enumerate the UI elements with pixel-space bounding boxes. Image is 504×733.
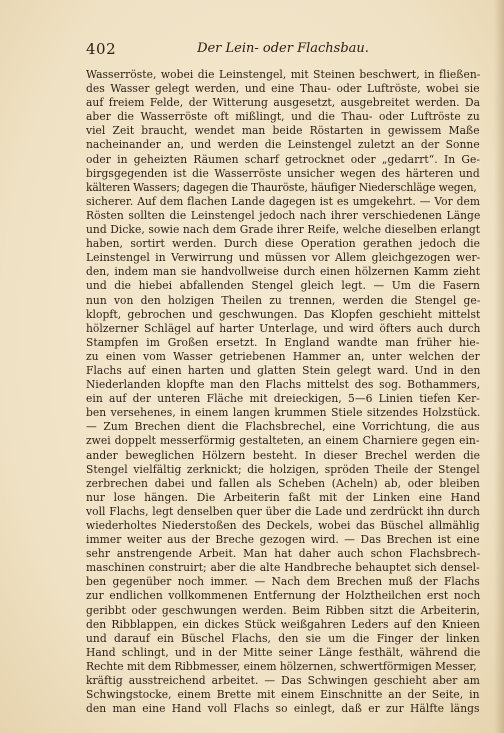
text-line: den Ribblappen, ein dickes Stück weißgahren Leders auf den Knieen — [86, 617, 480, 631]
text-line: des Wasser gelegt werden, und eine Thau- oder Luftröste, wobei sie — [86, 82, 480, 96]
text-line: haben, sortirt werden. Durch diese Operation gerathen jedoch die — [86, 237, 480, 251]
text-line: aber die Wasserröste oft mißlingt, und die Thau- oder Luftröste zu — [86, 110, 480, 124]
body-paragraph — [86, 68, 480, 716]
text-line: Wasserröste, wobei die Leinstengel, mit Steinen beschwert, in fließen- — [86, 68, 480, 81]
text-line: kräftig ausstreichend arbeitet. — Das Schwingen geschieht aber am — [86, 674, 480, 688]
text-line: viel Zeit braucht, wendet man beide Röstarten in gewissem Maße — [86, 124, 480, 138]
text-line: ben gegenüber noch immer. — Nach dem Brechen muß der Flachs — [86, 575, 480, 589]
text-line: Stengel vielfältig zerknickt; die holzigen, spröden Theile der Stengel — [86, 462, 480, 476]
text-line: klopft, gebrochen und geschwungen. Das Klopfen geschieht mittelst — [86, 307, 480, 321]
text-line: Schwingstocke, einem Brette mit einem Einschnitte an der Seite, in — [86, 688, 480, 702]
text-line: sicherer. Auf dem flachen Lande dagegen ist es umgekehrt. — Vor dem — [86, 194, 480, 208]
text-line: wiederholtes Niederstoßen des Deckels, wobei das Büschel allmählig — [86, 519, 480, 532]
text-line: zur endlichen vollkommenen Entfernung der Holztheilchen erst noch — [86, 589, 480, 603]
running-title: Der Lein- oder Flachsbau. — [197, 41, 369, 56]
text-line: kälteren Wassers; dagegen die Thauröste, häufiger Niederschläge wegen, — [86, 180, 477, 194]
text-line: birgsgegenden ist die Wasserröste unsicher wegen des härteren und — [86, 166, 480, 180]
text-line: und die hiebei abfallenden Stengel gleich legt. — Um die Fasern — [86, 279, 480, 293]
text-line: nun von den holzigen Theilen zu trennen, werden die Stengel ge- — [86, 293, 480, 307]
text-line: Rechte mit dem Ribbmesser, einem hölzernen, schwertförmigen Messer, — [86, 659, 477, 673]
text-line: Flachs auf einen harten und glatten Stein gelegt ward. Und in den — [86, 363, 480, 377]
page-header — [86, 40, 480, 60]
text-line: nur lose hängen. Die Arbeiterin faßt mit der Linken eine Hand — [86, 490, 480, 504]
text-line: immer weiter aus der Breche gezogen wird. — Das Brechen ist eine — [86, 533, 480, 547]
text-line: ander beweglichen Hölzern besteht. In dieser Brechel werden die — [86, 448, 480, 462]
text-line: Stampfen im Großen ersetzt. In England wandte man früher hie- — [86, 335, 480, 349]
text-line: Leinstengel in Verwirrung und müssen vor Allem gleichgezogen wer- — [86, 251, 480, 265]
text-line: zerbrechen dabei und fallen als Scheben (Acheln) ab, oder bleiben — [86, 476, 480, 490]
text-line: oder in geheizten Räumen scharf getrocknet oder „gedarrt“. In Ge- — [86, 152, 480, 166]
text-line: Niederlanden klopfte man den Flachs mittelst des sog. Bothammers, — [86, 378, 480, 392]
text-line: den man eine Hand voll Flachs so einlegt, daß er zur Hälfte längs — [86, 702, 480, 716]
page-number: 402 — [86, 40, 117, 58]
text-line: den, indem man sie handvollweise durch einen hölzernen Kamm zieht — [86, 265, 480, 279]
text-line: Rösten sollten die Leinstengel jedoch nach ihrer verschiedenen Länge — [86, 208, 480, 222]
text-line: hölzerner Schlägel auf harter Unterlage, und wird öfters auch durch — [86, 321, 480, 335]
text-line: voll Flachs, legt denselben quer über die Lade und zerdrückt ihn durch — [86, 504, 480, 518]
text-line: zwei doppelt messerförmig gestalteten, an einem Charniere gegen ein- — [86, 434, 480, 448]
page-edge-shadow — [494, 0, 504, 733]
text-line: zu einen vom Wasser getriebenen Hammer an, unter welchen der — [86, 349, 480, 363]
text-line: und darauf ein Büschel Flachs, den sie um die Finger der linken — [86, 631, 480, 645]
text-line: ein auf der unteren Fläche mit dreieckigen, 5—6 Linien tiefen Ker- — [86, 392, 480, 406]
text-line: sehr anstrengende Arbeit. Man hat daher auch schon Flachsbrech- — [86, 547, 480, 561]
text-line: — Zum Brechen dient die Flachsbrechel, eine Vorrichtung, die aus — [86, 420, 480, 434]
text-line: ben versehenes, in einem langen krummen Stiele sitzendes Holzstück. — [86, 406, 480, 420]
text-line: Hand schlingt, und in der Mitte seiner Länge festhält, während die — [86, 645, 480, 659]
text-line: geribbt oder geschwungen werden. Beim Ribben sitzt die Arbeiterin, — [86, 603, 480, 617]
text-line: und Dicke, sowie nach dem Grade ihrer Reife, welche dieselben erlangt — [86, 223, 480, 237]
text-line: auf freiem Felde, der Witterung ausgesetzt, ausgebreitet werden. Da — [86, 96, 480, 110]
text-line: maschinen construirt; aber die alte Handbreche behauptet sich densel- — [86, 561, 480, 575]
text-line: nacheinander an, und werden die Leinstengel zuletzt an der Sonne — [86, 138, 480, 152]
